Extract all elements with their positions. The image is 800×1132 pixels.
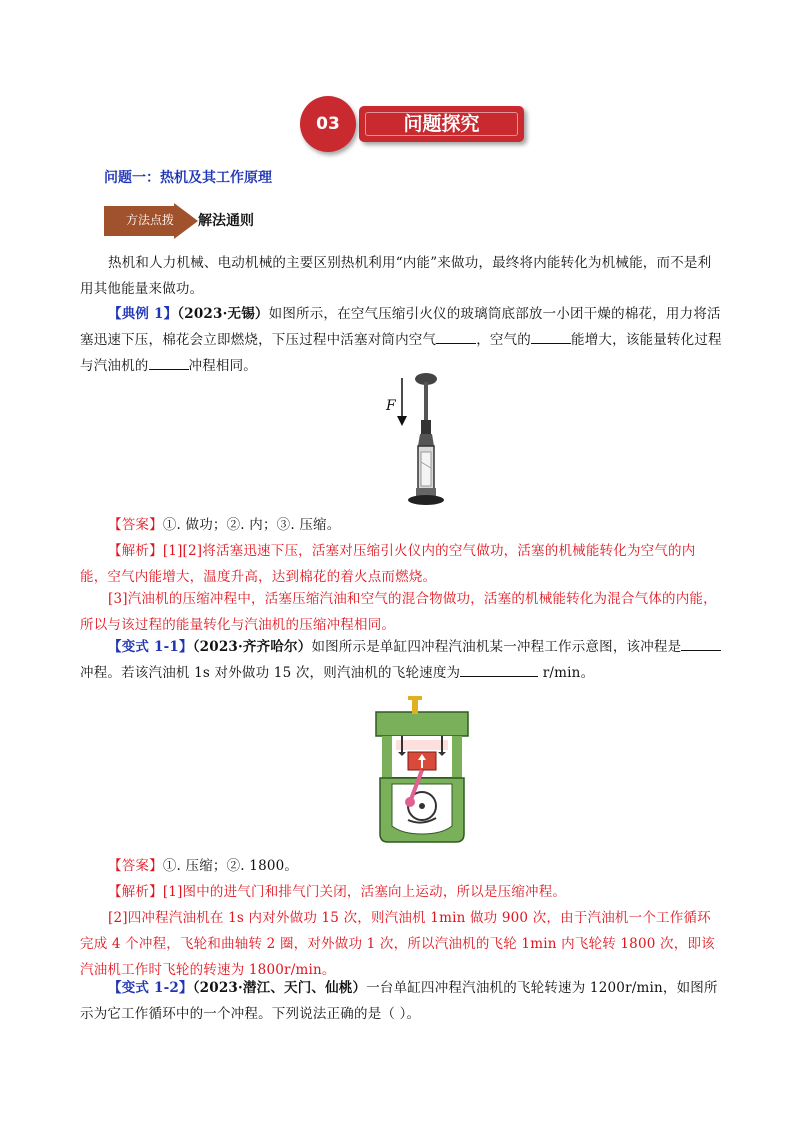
variant12-source: （2023·潜江、天门、仙桃）: [192, 980, 367, 996]
variant11-analysis-tag: 【解析】: [108, 884, 163, 900]
variant12-text: 一台单缸四冲程汽油机的飞轮转速为 1200r/min，如图所示为它工作循环中的一个冲程。下列说法正确的是（ ）。: [80, 980, 718, 1022]
banner-number: 03: [316, 114, 340, 134]
variant11-text-b: 冲程。若该汽油机 1s 对外做功 15 次，则汽油机的飞轮速度为: [80, 665, 461, 681]
example1-answer-text: ①. 做功；②. 内；③. 压缩。: [162, 517, 341, 533]
variant11-answer-text: ①. 压缩；②. 1800。: [162, 858, 299, 874]
example1-text-d: 冲程相同。: [188, 358, 257, 374]
variant12-tag: 【变式 1-2】: [108, 980, 193, 996]
method-arrow-text: 方法点拨: [125, 213, 174, 227]
example1-paragraph: [80, 301, 722, 379]
engine-diagram-icon: [372, 694, 472, 844]
section-banner: [359, 106, 524, 142]
example1-analysis-1: [80, 538, 722, 590]
example1-answer-tag: 【答案】: [108, 517, 163, 533]
variant11-text-a: 如图所示是单缸四冲程汽油机某一冲程工作示意图，该冲程是: [311, 639, 682, 655]
example1-tag: 【典例 1】: [108, 306, 178, 322]
variant11-analysis-1-text: [1]图中的进气门和排气门关闭，活塞向上运动，所以是压缩冲程。: [162, 884, 567, 900]
example1-text-b: ，空气的: [476, 332, 532, 348]
fire-piston-figure: [380, 372, 460, 508]
variant11-source: （2023·齐齐哈尔）: [192, 639, 312, 655]
example1-answer: [80, 512, 722, 538]
example1-blank-2: [531, 329, 571, 344]
example1-analysis-tag: 【解析】: [108, 543, 163, 559]
example1-analysis-2: [3]汽油机的压缩冲程中，活塞压缩汽油和空气的混合物做功，活塞的机械能转化为混合气体的内能，所以与该过程的能量转化与汽油机的压缩冲程相同。: [80, 591, 717, 633]
variant11-answer-tag: 【答案】: [108, 858, 163, 874]
example1-text-c: 能增大，该能量转化过程与汽油机的: [80, 332, 722, 374]
variant11-analysis-2: [2]四冲程汽油机在 1s 内对外做功 15 次，则汽油机 1min 做功 900 次，由于汽油机一个工作循环完成 4 个冲程，飞轮和曲轴转 2 圈，对外做功 1 次，所以汽油机的飞轮 1min 内飞轮转 1800 次，即该汽油机工作时飞轮的转速为 1800r/min。: [80, 910, 715, 978]
force-arrow-icon: [396, 378, 408, 426]
intro-paragraph: 热机和人力机械、电动机械的主要区别热机利用“内能”来做功，最终将内能转化为机械能，而不是利用其他能量来做功。: [80, 255, 712, 297]
variant11-text-d: 。: [580, 665, 595, 681]
example1-text-a: 如图所示，在空气压缩引火仪的玻璃筒底部放一小团干燥的棉花，用力将活塞迅速下压，棉花会立即燃烧，下压过程中活塞对筒内空气: [80, 306, 721, 348]
example1-analysis-1-text: [1][2]将活塞迅速下压，活塞对压缩引火仪内的空气做功，活塞的机械能转化为空气的内能，空气内能增大，温度升高，达到棉花的着火点而燃烧。: [80, 543, 696, 585]
variant11-tag: 【变式 1-1】: [108, 639, 193, 655]
variant11-paragraph: [80, 634, 722, 686]
variant11-blank-1: [681, 636, 721, 651]
variant12-paragraph: [80, 975, 722, 1027]
engine-figure: [372, 694, 472, 844]
variant11-unit: r/min: [542, 665, 581, 681]
example1-blank-1: [436, 329, 476, 344]
banner-title: 问题探究: [403, 113, 480, 135]
method-arrow: [104, 203, 198, 239]
method-label: 解法通则: [198, 213, 254, 229]
variant11-analysis-1: [80, 879, 722, 905]
example1-source: （2023·无锡）: [177, 306, 269, 322]
fire-piston-icon: [380, 372, 460, 508]
example1-blank-3: [149, 355, 189, 370]
variant11-blank-2: [460, 662, 538, 677]
banner-number-circle: [300, 96, 356, 152]
variant11-answer: [80, 853, 722, 879]
question1-title: 问题一：热机及其工作原理: [104, 170, 272, 186]
force-label: F: [386, 398, 396, 414]
